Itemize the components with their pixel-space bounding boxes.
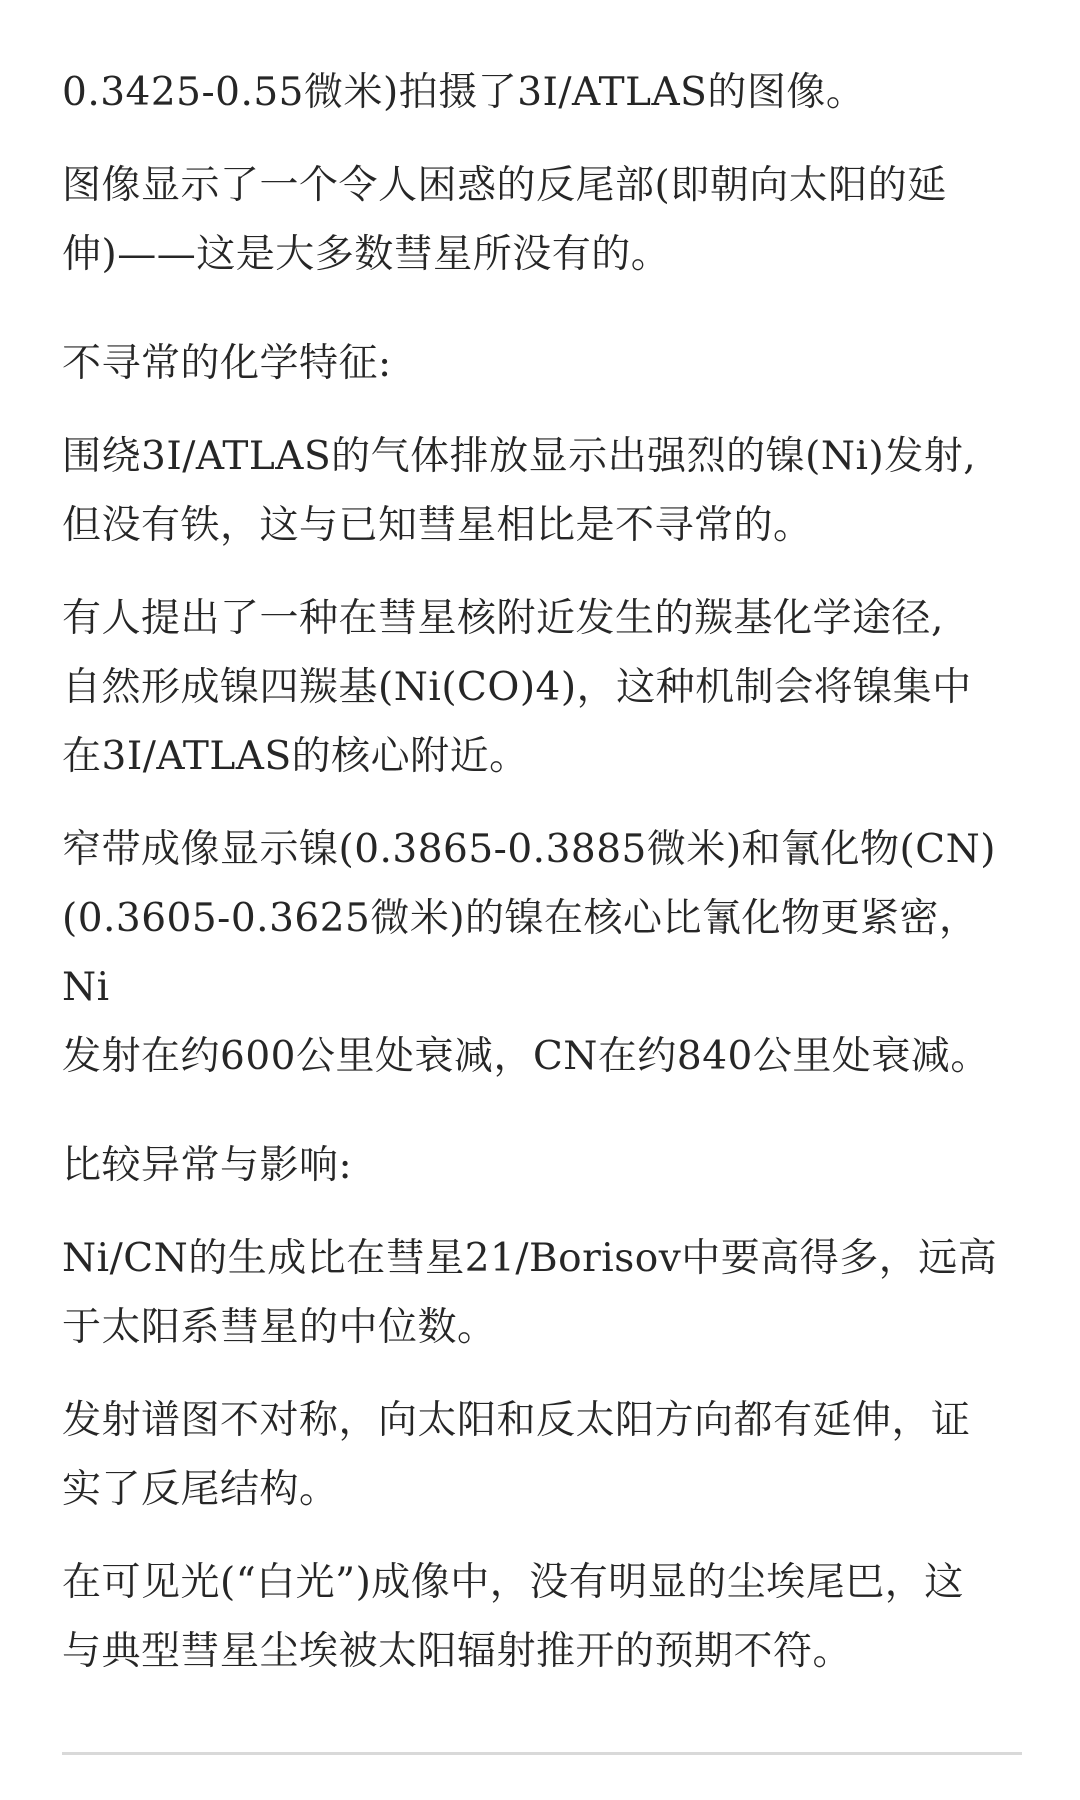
article-body bbox=[62, 58, 1022, 1710]
paragraph-anti-tail: 图像显示了一个令人困惑的反尾部(即朝向太阳的延 伸)——这是大多数彗星所没有的。 bbox=[62, 163, 947, 277]
section-heading-comparison: 比较异常与影响: bbox=[62, 1143, 353, 1188]
paragraph-image-capture: 0.3425-0.55微米)拍摄了3I/ATLAS的图像。 bbox=[62, 70, 866, 115]
paragraph-narrowband-imaging: 窄带成像显示镍(0.3865-0.3885微米)和氰化物(CN) (0.3605-0.3625微米)的镍在核心比氰化物更紧密，Ni 发射在约600公里处衰减，CN在约840公里处衰减。 bbox=[62, 827, 996, 1079]
section-heading-chemistry: 不寻常的化学特征: bbox=[62, 341, 392, 386]
paragraph-ni-cn-ratio: Ni/CN的生成比在彗星21/Borisov中要高得多，远高 于太阳系彗星的中位数。 bbox=[62, 1236, 998, 1350]
paragraph-asymmetric-spectrum: 发射谱图不对称，向太阳和反太阳方向都有延伸，证 实了反尾结构。 bbox=[62, 1398, 971, 1512]
paragraph-nickel-emission: 围绕3I/ATLAS的气体排放显示出强烈的镍(Ni)发射, 但没有铁，这与已知彗星相比是不寻常的。 bbox=[62, 434, 977, 548]
section-divider bbox=[62, 1752, 1022, 1755]
paragraph-carbonyl-pathway: 有人提出了一种在彗星核附近发生的羰基化学途径, 自然形成镍四羰基(Ni(CO)4)，这种机制会将镍集中 在3I/ATLAS的核心附近。 bbox=[62, 596, 972, 779]
paragraph-no-dust-tail: 在可见光(“白光”)成像中，没有明显的尘埃尾巴，这 与典型彗星尘埃被太阳辐射推开的预期不符。 bbox=[62, 1560, 964, 1674]
